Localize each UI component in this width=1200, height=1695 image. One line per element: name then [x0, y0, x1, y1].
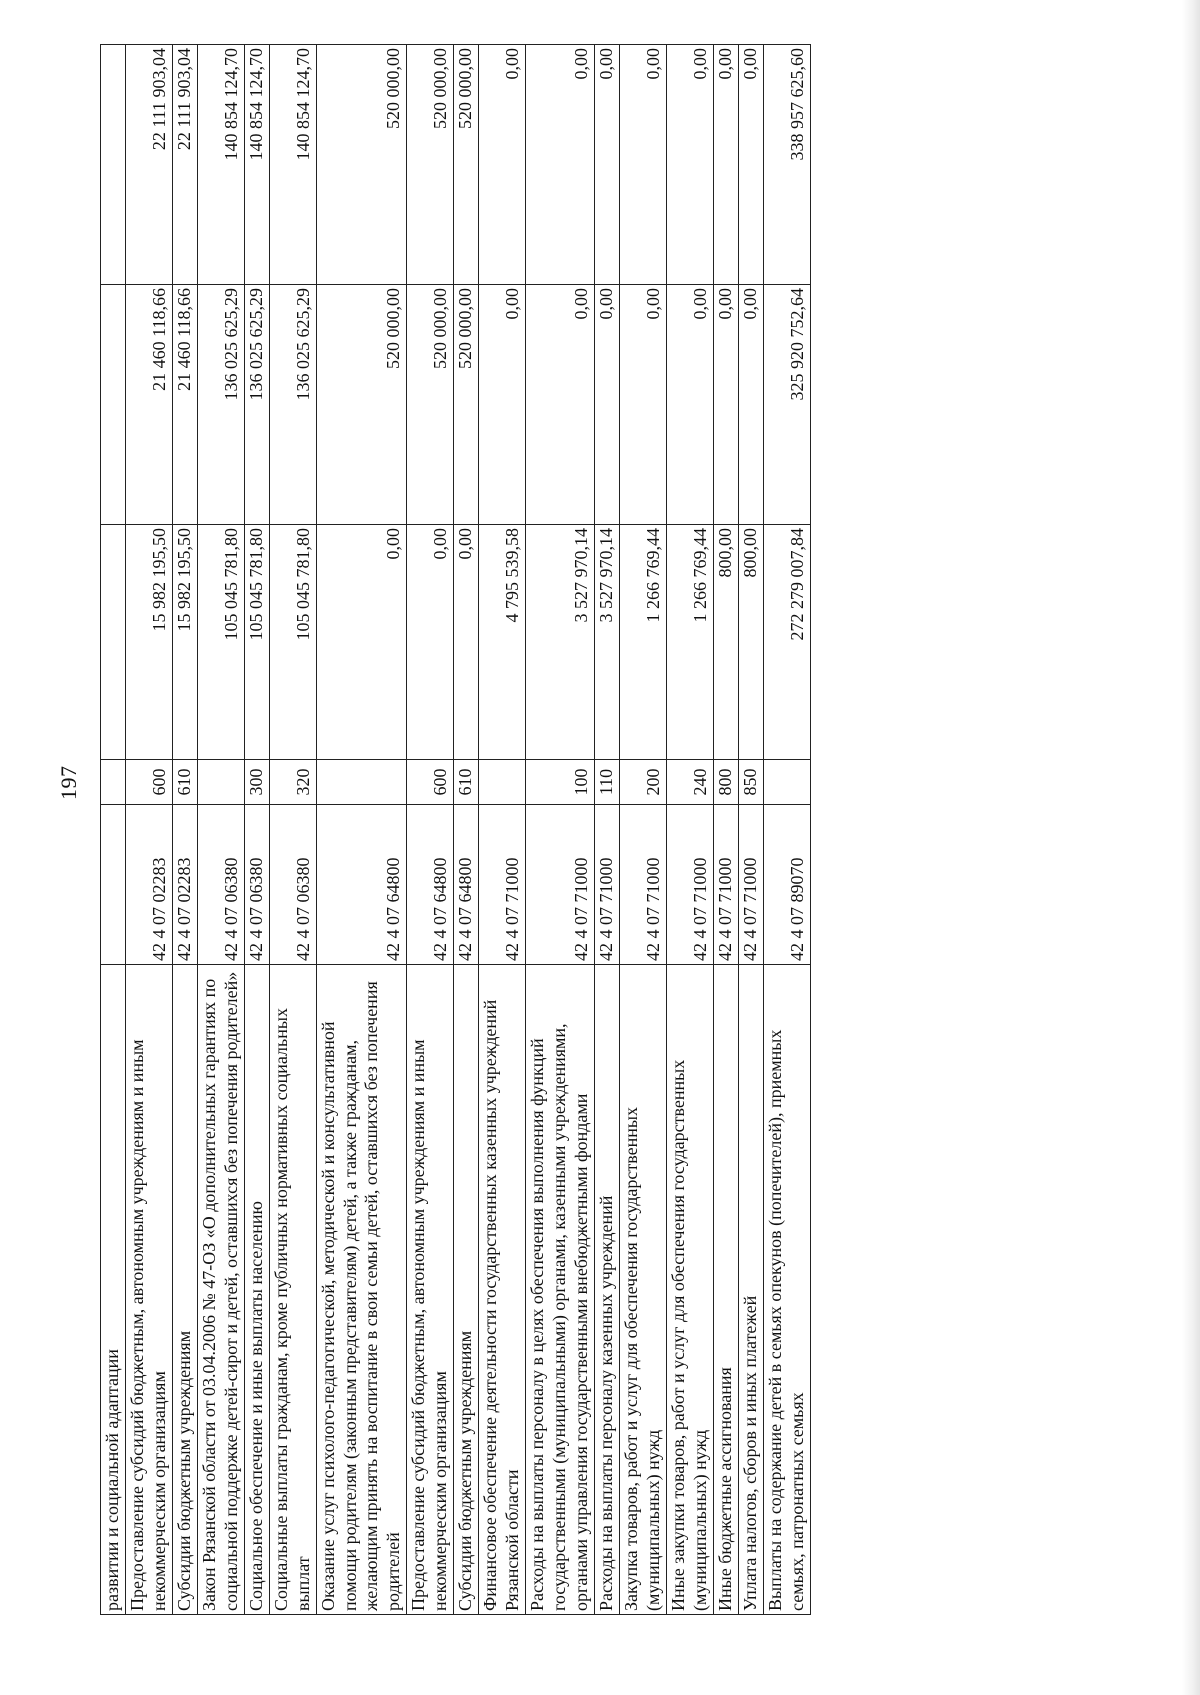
table-row — [172, 45, 197, 1615]
row-code: 42 4 07 06380 — [197, 805, 244, 965]
rotated-page-content — [0, 45, 1000, 1615]
row-name: Закупка товаров, работ и услуг для обеспечения государственных (муниципальных) нужд — [619, 965, 666, 1615]
table-row — [738, 45, 763, 1615]
row-value-1 — [101, 525, 126, 760]
row-code: 42 4 07 71000 — [666, 805, 713, 965]
row-expense-type: 600 — [407, 760, 454, 805]
row-value-1: 1 266 769,44 — [619, 525, 666, 760]
row-value-3: 520 000,00 — [454, 45, 479, 285]
row-value-3: 140 854 124,70 — [269, 45, 316, 285]
row-value-2: 0,00 — [713, 285, 738, 525]
row-name: Субсидии бюджетным учреждениям — [172, 965, 197, 1615]
row-code: 42 4 07 02283 — [125, 805, 172, 965]
row-code: 42 4 07 06380 — [244, 805, 269, 965]
row-value-2: 0,00 — [479, 285, 526, 525]
row-expense-type — [316, 760, 407, 805]
row-value-1: 15 982 195,50 — [125, 525, 172, 760]
row-value-3: 0,00 — [713, 45, 738, 285]
table-row — [407, 45, 454, 1615]
row-code: 42 4 07 64800 — [316, 805, 407, 965]
row-expense-type — [101, 760, 126, 805]
row-name: Расходы на выплаты персоналу в целях обеспечения выполнения функций государственными (муниципальными) органами, казенными учреждениями, органами управления государственными внебюджетными фондами — [526, 965, 595, 1615]
row-value-1: 15 982 195,50 — [172, 525, 197, 760]
table-row — [666, 45, 713, 1615]
table-body — [101, 45, 811, 1615]
row-code: 42 4 07 89070 — [763, 805, 810, 965]
row-name: Выплаты на содержание детей в семьях опекунов (попечителей), приемных семьях, патронатных семьях — [763, 965, 810, 1615]
row-value-3: 0,00 — [526, 45, 595, 285]
row-code: 42 4 07 02283 — [172, 805, 197, 965]
row-expense-type: 800 — [713, 760, 738, 805]
row-value-2: 136 025 625,29 — [197, 285, 244, 525]
row-expense-type — [763, 760, 810, 805]
row-code: 42 4 07 71000 — [619, 805, 666, 965]
row-value-2: 0,00 — [595, 285, 620, 525]
row-value-1: 0,00 — [454, 525, 479, 760]
row-expense-type: 100 — [526, 760, 595, 805]
table-row — [197, 45, 244, 1615]
row-value-1: 0,00 — [407, 525, 454, 760]
row-code: 42 4 07 71000 — [738, 805, 763, 965]
row-expense-type: 200 — [619, 760, 666, 805]
row-expense-type: 850 — [738, 760, 763, 805]
row-value-3: 0,00 — [595, 45, 620, 285]
table-row — [244, 45, 269, 1615]
row-value-1: 272 279 007,84 — [763, 525, 810, 760]
row-expense-type: 110 — [595, 760, 620, 805]
row-name: Предоставление субсидий бюджетным, автономным учреждениям и иным некоммерческим организациям — [407, 965, 454, 1615]
table-row — [125, 45, 172, 1615]
row-value-1: 3 527 970,14 — [595, 525, 620, 760]
page-number: 197 — [56, 765, 81, 800]
row-value-1: 105 045 781,80 — [244, 525, 269, 760]
row-expense-type: 320 — [269, 760, 316, 805]
row-value-3: 0,00 — [619, 45, 666, 285]
row-value-3 — [101, 45, 126, 285]
row-value-3: 520 000,00 — [316, 45, 407, 285]
row-expense-type: 610 — [172, 760, 197, 805]
row-expense-type: 610 — [454, 760, 479, 805]
row-value-3: 22 111 903,04 — [172, 45, 197, 285]
row-name: Предоставление субсидий бюджетным, автономным учреждениям и иным некоммерческим организациям — [125, 965, 172, 1615]
row-name: Оказание услуг психолого-педагогической, методической и консультативной помощи родителям (законным представителям) детей, а также гражданам, желающим принять на воспитание в свои семьи детей, оставшихся без попечения родителей — [316, 965, 407, 1615]
row-name: Иные бюджетные ассигнования — [713, 965, 738, 1615]
row-value-1: 1 266 769,44 — [666, 525, 713, 760]
row-expense-type: 240 — [666, 760, 713, 805]
table-row — [454, 45, 479, 1615]
row-value-2: 21 460 118,66 — [125, 285, 172, 525]
row-value-2: 136 025 625,29 — [269, 285, 316, 525]
row-code: 42 4 07 64800 — [407, 805, 454, 965]
row-code: 42 4 07 71000 — [479, 805, 526, 965]
row-value-1: 800,00 — [713, 525, 738, 760]
table-row — [763, 45, 810, 1615]
row-value-1: 3 527 970,14 — [526, 525, 595, 760]
row-value-1: 0,00 — [316, 525, 407, 760]
row-name: Финансовое обеспечение деятельности государственных казенных учреждений Рязанской области — [479, 965, 526, 1615]
row-value-2: 520 000,00 — [407, 285, 454, 525]
row-value-2: 0,00 — [619, 285, 666, 525]
table-row — [619, 45, 666, 1615]
budget-table — [100, 44, 811, 1615]
table-row — [713, 45, 738, 1615]
row-value-3: 22 111 903,04 — [125, 45, 172, 285]
table-row — [595, 45, 620, 1615]
table-row — [101, 45, 126, 1615]
row-value-3: 140 854 124,70 — [244, 45, 269, 285]
row-name: развитии и социальной адаптации — [101, 965, 126, 1615]
row-name: Иные закупки товаров, работ и услуг для обеспечения государственных (муниципальных) нужд — [666, 965, 713, 1615]
table-row — [269, 45, 316, 1615]
row-value-2: 21 460 118,66 — [172, 285, 197, 525]
row-expense-type: 600 — [125, 760, 172, 805]
row-value-3: 140 854 124,70 — [197, 45, 244, 285]
row-value-3: 0,00 — [479, 45, 526, 285]
row-value-3: 0,00 — [738, 45, 763, 285]
row-name: Закон Рязанской области от 03.04.2006 № 47-ОЗ «О дополнительных гарантиях по социальной поддержке детей-сирот и детей, оставшихся без попечения родителей» — [197, 965, 244, 1615]
row-expense-type — [197, 760, 244, 805]
row-value-1: 105 045 781,80 — [197, 525, 244, 760]
row-expense-type: 300 — [244, 760, 269, 805]
row-value-2: 0,00 — [738, 285, 763, 525]
row-code: 42 4 07 06380 — [269, 805, 316, 965]
row-value-3: 0,00 — [666, 45, 713, 285]
row-code: 42 4 07 71000 — [526, 805, 595, 965]
row-value-2: 325 920 752,64 — [763, 285, 810, 525]
row-value-3: 520 000,00 — [407, 45, 454, 285]
row-name: Социальные выплаты гражданам, кроме публичных нормативных социальных выплат — [269, 965, 316, 1615]
table-row — [479, 45, 526, 1615]
row-value-2: 0,00 — [526, 285, 595, 525]
row-name: Расходы на выплаты персоналу казенных учреждений — [595, 965, 620, 1615]
table-row — [316, 45, 407, 1615]
row-value-2: 0,00 — [666, 285, 713, 525]
row-value-1: 800,00 — [738, 525, 763, 760]
row-value-3: 338 957 625,60 — [763, 45, 810, 285]
row-code: 42 4 07 64800 — [454, 805, 479, 965]
row-value-2: 520 000,00 — [316, 285, 407, 525]
table-row — [526, 45, 595, 1615]
row-name: Уплата налогов, сборов и иных платежей — [738, 965, 763, 1615]
row-value-2 — [101, 285, 126, 525]
row-value-1: 4 795 539,58 — [479, 525, 526, 760]
scan-edge — [1182, 0, 1200, 1695]
row-value-2: 136 025 625,29 — [244, 285, 269, 525]
row-name: Субсидии бюджетным учреждениям — [454, 965, 479, 1615]
row-code: 42 4 07 71000 — [713, 805, 738, 965]
row-value-2: 520 000,00 — [454, 285, 479, 525]
row-expense-type — [479, 760, 526, 805]
row-code: 42 4 07 71000 — [595, 805, 620, 965]
row-value-1: 105 045 781,80 — [269, 525, 316, 760]
row-code — [101, 805, 126, 965]
row-name: Социальное обеспечение и иные выплаты населению — [244, 965, 269, 1615]
